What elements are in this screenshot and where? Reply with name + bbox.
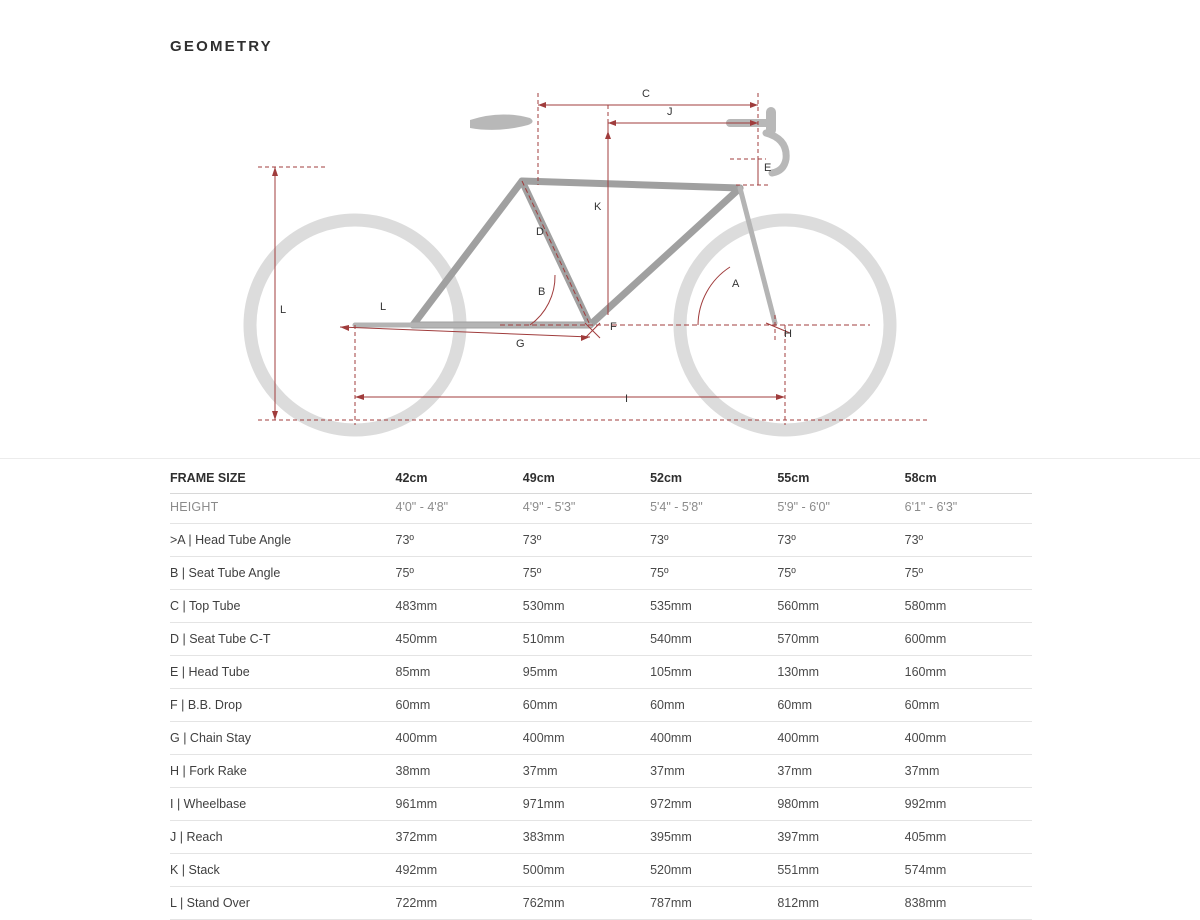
callout-label-l-text: L <box>280 304 287 316</box>
cell: 60mm <box>777 689 904 722</box>
callout-label-a: A <box>732 278 740 290</box>
column-header-42cm: 42cm <box>396 460 523 494</box>
cell: 75º <box>777 557 904 590</box>
row-label: F | B.B. Drop <box>170 689 396 722</box>
cell: 73º <box>777 524 904 557</box>
row-label: L | Stand Over <box>170 887 396 920</box>
cell: 73º <box>650 524 777 557</box>
table-row <box>170 494 1032 524</box>
cell: 5'4" - 5'8" <box>650 494 777 524</box>
callout-label-g: G <box>516 338 525 350</box>
callout-label-b: B <box>538 286 546 298</box>
cell: 535mm <box>650 590 777 623</box>
page-title: GEOMETRY <box>170 38 273 55</box>
cell: 397mm <box>777 821 904 854</box>
callout-label-k: K <box>594 201 602 213</box>
cell: 400mm <box>650 722 777 755</box>
cell: 395mm <box>650 821 777 854</box>
cell: 38mm <box>396 755 523 788</box>
diagram-callout-labels <box>380 88 792 405</box>
cell: 160mm <box>905 656 1032 689</box>
cell: 6'1" - 6'3" <box>905 494 1032 524</box>
cell: 551mm <box>777 854 904 887</box>
cell: 540mm <box>650 623 777 656</box>
row-label: G | Chain Stay <box>170 722 396 755</box>
cell: 574mm <box>905 854 1032 887</box>
table-row <box>170 656 1032 689</box>
cell: 570mm <box>777 623 904 656</box>
cell: 75º <box>523 557 650 590</box>
cell: 73º <box>396 524 523 557</box>
column-header-49cm: 49cm <box>523 460 650 494</box>
cell: 85mm <box>396 656 523 689</box>
row-label: >A | Head Tube Angle <box>170 524 396 557</box>
cell: 980mm <box>777 788 904 821</box>
row-label: D | Seat Tube C-T <box>170 623 396 656</box>
cell: 60mm <box>396 689 523 722</box>
cell: 5'9" - 6'0" <box>777 494 904 524</box>
table-row <box>170 524 1032 557</box>
cell: 992mm <box>905 788 1032 821</box>
cell: 762mm <box>523 887 650 920</box>
cell: 4'9" - 5'3" <box>523 494 650 524</box>
cell: 600mm <box>905 623 1032 656</box>
table-row <box>170 887 1032 920</box>
table-header-row <box>170 460 1032 494</box>
cell: 972mm <box>650 788 777 821</box>
cell: 37mm <box>523 755 650 788</box>
callout-label-j: J <box>667 106 673 118</box>
cell: 838mm <box>905 887 1032 920</box>
cell: 580mm <box>905 590 1032 623</box>
table-row <box>170 590 1032 623</box>
cell: 60mm <box>905 689 1032 722</box>
cell: 73º <box>523 524 650 557</box>
table-row <box>170 557 1032 590</box>
cell: 37mm <box>905 755 1032 788</box>
row-label: B | Seat Tube Angle <box>170 557 396 590</box>
table-row <box>170 623 1032 656</box>
callout-label-i: I <box>625 393 629 405</box>
cell: 383mm <box>523 821 650 854</box>
column-header-55cm: 55cm <box>777 460 904 494</box>
cell: 510mm <box>523 623 650 656</box>
cell: 37mm <box>650 755 777 788</box>
callout-label-l: L <box>380 301 387 313</box>
table-row <box>170 722 1032 755</box>
cell: 560mm <box>777 590 904 623</box>
callout-label-l-pos <box>280 304 286 316</box>
cell: 530mm <box>523 590 650 623</box>
dimension-lines <box>258 93 930 425</box>
row-label: K | Stack <box>170 854 396 887</box>
cell: 60mm <box>523 689 650 722</box>
row-label: HEIGHT <box>170 494 396 524</box>
saddle-and-bars <box>470 107 786 173</box>
column-header-52cm: 52cm <box>650 460 777 494</box>
cell: 961mm <box>396 788 523 821</box>
cell: 400mm <box>523 722 650 755</box>
cell: 405mm <box>905 821 1032 854</box>
row-label: I | Wheelbase <box>170 788 396 821</box>
cell: 492mm <box>396 854 523 887</box>
callout-label-e: E <box>764 162 772 174</box>
callout-label-d: D <box>536 226 544 238</box>
cell: 400mm <box>777 722 904 755</box>
cell: 75º <box>396 557 523 590</box>
cell: 520mm <box>650 854 777 887</box>
cell: 60mm <box>650 689 777 722</box>
cell: 722mm <box>396 887 523 920</box>
cell: 483mm <box>396 590 523 623</box>
cell: 787mm <box>650 887 777 920</box>
geometry-table <box>170 460 1032 920</box>
column-header-frame-size: FRAME SIZE <box>170 460 396 494</box>
table-row <box>170 821 1032 854</box>
table-row <box>170 854 1032 887</box>
cell: 971mm <box>523 788 650 821</box>
cell: 812mm <box>777 887 904 920</box>
cell: 372mm <box>396 821 523 854</box>
bike-geometry-diagram <box>170 75 1030 450</box>
table-row <box>170 755 1032 788</box>
cell: 105mm <box>650 656 777 689</box>
table-row <box>170 689 1032 722</box>
callout-label-f: F <box>610 321 617 333</box>
cell: 73º <box>905 524 1032 557</box>
row-label: C | Top Tube <box>170 590 396 623</box>
cell: 500mm <box>523 854 650 887</box>
row-label: E | Head Tube <box>170 656 396 689</box>
cell: 400mm <box>905 722 1032 755</box>
cell: 450mm <box>396 623 523 656</box>
cell: 130mm <box>777 656 904 689</box>
callout-label-c: C <box>642 88 650 100</box>
cell: 95mm <box>523 656 650 689</box>
row-label: J | Reach <box>170 821 396 854</box>
row-label: H | Fork Rake <box>170 755 396 788</box>
cell: 37mm <box>777 755 904 788</box>
section-divider <box>0 458 1200 459</box>
cell: 400mm <box>396 722 523 755</box>
cell: 75º <box>905 557 1032 590</box>
cell: 75º <box>650 557 777 590</box>
cell: 4'0" - 4'8" <box>396 494 523 524</box>
callout-label-h: H <box>784 328 792 340</box>
table-row <box>170 788 1032 821</box>
column-header-58cm: 58cm <box>905 460 1032 494</box>
